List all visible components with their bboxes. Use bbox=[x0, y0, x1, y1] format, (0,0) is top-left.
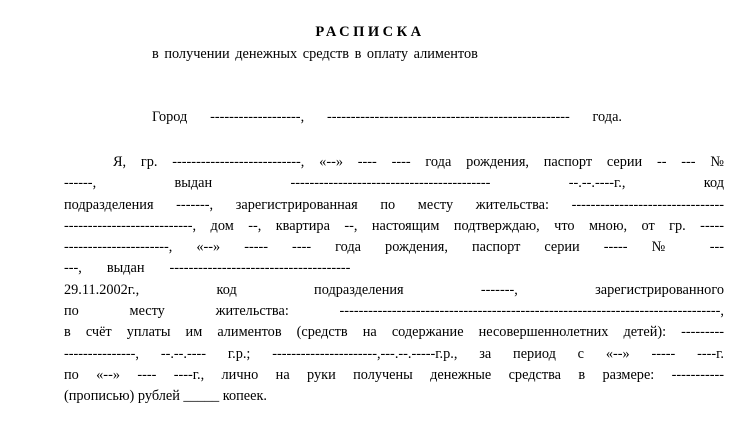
body-line: подразделения -------, зарегистрированная по месту жительства: -------------------------------- bbox=[64, 196, 724, 213]
body-line: 29.11.2002г., код подразделения -------, зарегистрированного bbox=[64, 281, 724, 298]
body-line: ---, выдан -------------------------------------- bbox=[64, 260, 351, 277]
city-date-line: Город -------------------, --------------------------------------------------- года. bbox=[152, 109, 622, 125]
document-subtitle: в получении денежных средств в оплату алиментов bbox=[152, 46, 478, 62]
body-line: по «--» ---- ----г., лично на руки получены денежные средства в размере: ----------- bbox=[64, 366, 724, 383]
body-line: ---------------, --.--.---- г.р.; ----------------------,---.--.-----г.р., за период с «--» ----- ----г. bbox=[64, 345, 724, 362]
body-line: по месту жительства: --------------------------------------------------------------------------------, bbox=[64, 303, 724, 320]
body-line: (прописью) рублей _____ копеек. bbox=[64, 388, 267, 405]
document-title: РАСПИСКА bbox=[315, 24, 425, 40]
body-line: в счёт уплаты им алиментов (средств на содержание несовершеннолетних детей): --------- bbox=[64, 324, 724, 341]
document-body bbox=[64, 152, 724, 408]
body-line: ----------------------, «--» ----- ---- года рождения, паспорт серии ----- № --- bbox=[64, 239, 724, 256]
body-line: ------, выдан ------------------------------------------ --.--.----г., код bbox=[64, 175, 724, 192]
body-line: ---------------------------, дом --, квартира --, настоящим подтверждаю, что мною, от гр. ----- bbox=[64, 217, 724, 234]
body-line: Я, гр. ---------------------------, «--» ---- ---- года рождения, паспорт серии -- --- № bbox=[113, 154, 724, 170]
